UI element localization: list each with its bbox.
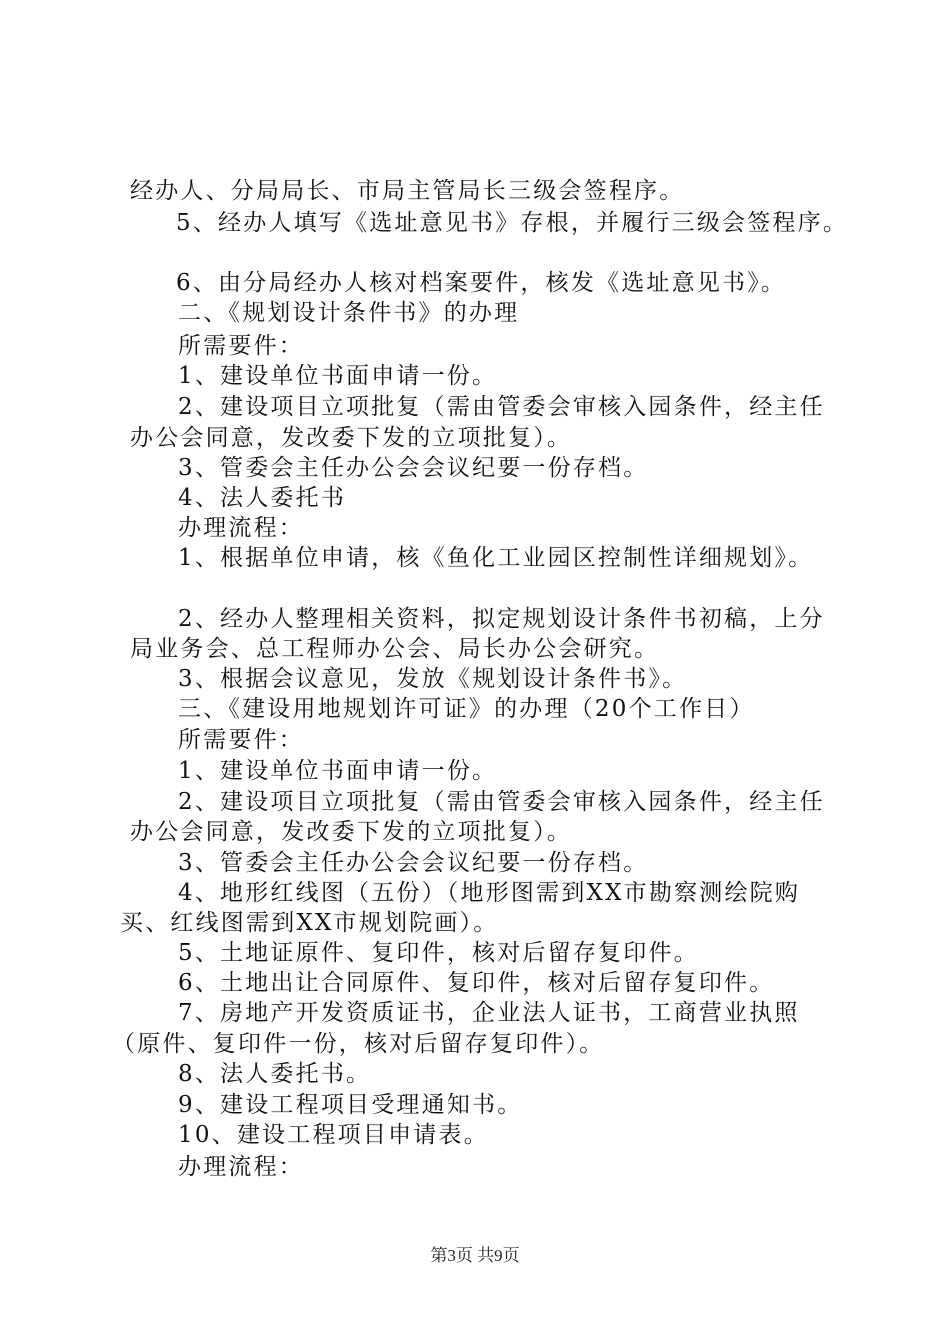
text-line: 8、法人委托书。 xyxy=(178,1061,372,1087)
text-line: 4、法人委托书 xyxy=(178,485,347,511)
page-footer xyxy=(0,1245,950,1267)
text-line: 办公会同意，发改委下发的立项批复）。 xyxy=(130,425,573,451)
subheading: 所需要件： xyxy=(178,727,304,753)
text-line: 1、建设单位书面申请一份。 xyxy=(178,758,498,784)
text-line: 10、建设工程项目申请表。 xyxy=(178,1122,489,1148)
text-line: 2、建设项目立项批复（需由管委会审核入园条件，经主任 xyxy=(178,394,825,420)
text-line: 5、经办人填写《选址意见书》存根，并履行三级会签程序。 xyxy=(176,210,849,236)
text-line: 1、根据单位申请，核《鱼化工业园区控制性详细规划》。 xyxy=(178,545,814,571)
text-line: 4、地形红线图（五份）（地形图需到XX市勘察测绘院购 xyxy=(178,880,801,906)
text-line: 3、管委会主任办公会会议纪要一份存档。 xyxy=(178,850,649,876)
subheading: 办理流程： xyxy=(178,515,304,541)
text-line: 6、土地出让合同原件、复印件，核对后留存复印件。 xyxy=(178,970,775,996)
text-line: 办公会同意，发改委下发的立项批复）。 xyxy=(130,819,573,845)
text-line: （原件、复印件一份，核对后留存复印件）。 xyxy=(112,1031,605,1057)
subheading: 办理流程： xyxy=(178,1154,304,1180)
text-line: 6、由分局经办人核对档案要件，核发《选址意见书》。 xyxy=(176,270,787,296)
section-heading: 二、《规划设计条件书》的办理 xyxy=(178,300,520,326)
text-line: 5、土地证原件、复印件，核对后留存复印件。 xyxy=(178,940,699,966)
text-line: 经办人、分局局长、市局主管局长三级会签程序。 xyxy=(130,178,685,204)
text-line: 9、建设工程项目受理通知书。 xyxy=(178,1092,523,1118)
page-number-label: 第3页 共9页 xyxy=(430,1246,520,1265)
section-heading: 三、《建设用地规划许可证》的办理（20个工作日） xyxy=(178,696,755,722)
text-line: 3、管委会主任办公会会议纪要一份存档。 xyxy=(178,455,649,481)
text-line: 局业务会、总工程师办公会、局长办公会研究。 xyxy=(130,636,660,662)
text-line: 2、建设项目立项批复（需由管委会审核入园条件，经主任 xyxy=(178,789,825,815)
text-line: 7、房地产开发资质证书，企业法人证书，工商营业执照 xyxy=(178,1000,800,1026)
text-line: 3、根据会议意见，发放《规划设计条件书》。 xyxy=(178,666,688,692)
text-line: 买、红线图需到XX市规划院画）。 xyxy=(120,910,499,936)
text-line: 1、建设单位书面申请一份。 xyxy=(178,363,498,389)
text-line: 2、经办人整理相关资料，拟定规划设计条件书初稿，上分 xyxy=(178,606,825,632)
subheading: 所需要件： xyxy=(178,333,304,359)
